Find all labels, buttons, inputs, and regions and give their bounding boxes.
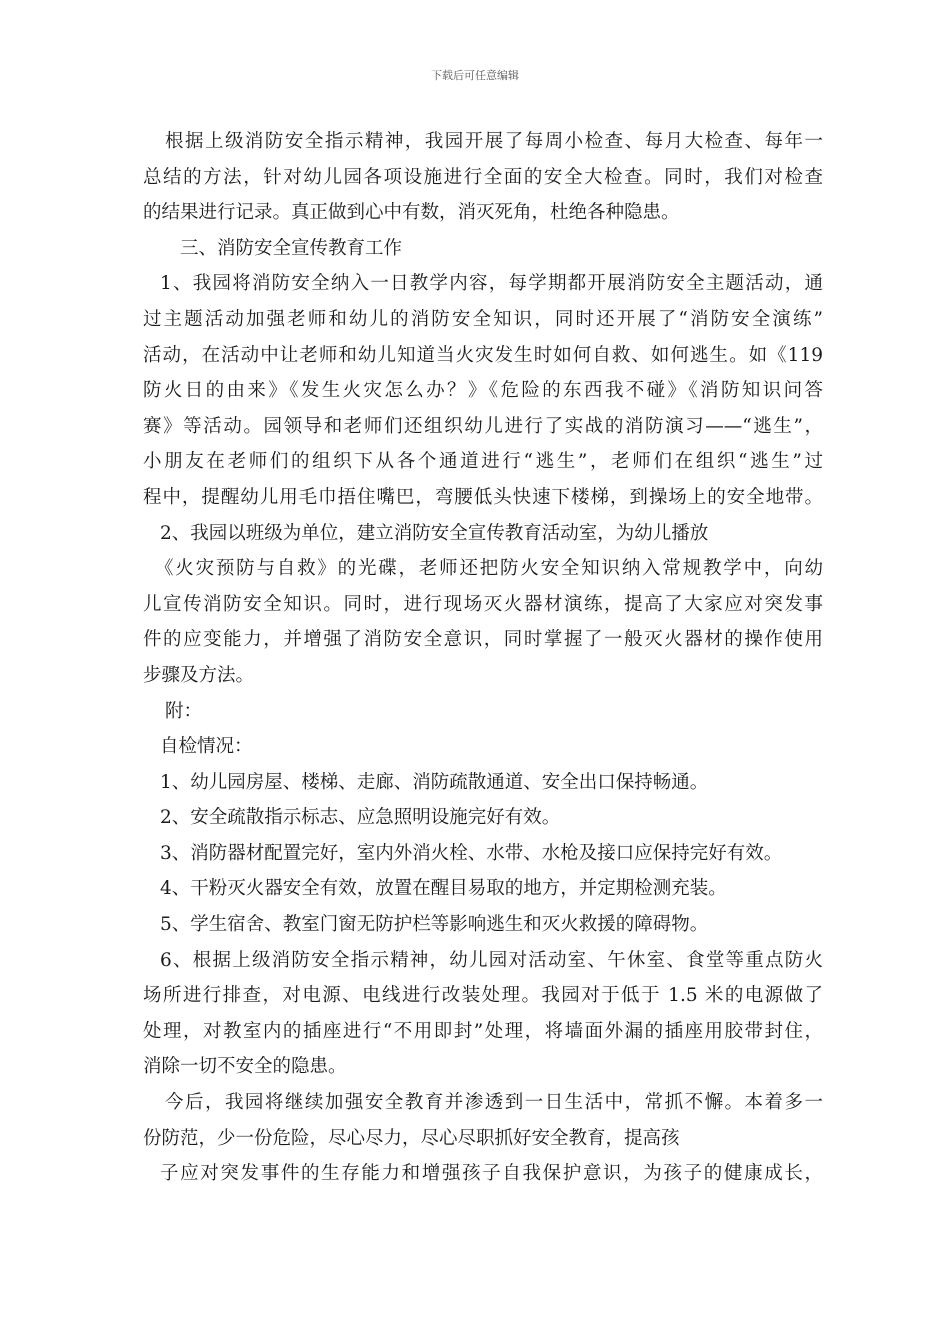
text-line: 防火日的由来》《发生火灾怎么办？》《危险的东西我不碰》《消防知识问答 [143,380,823,402]
text-line: 活动，在活动中让老师和幼儿知道当火灾发生时如何自救、如何逃生。如《119 [143,344,823,366]
text-line: 份防范，少一份危险，尽心尽力，尽心尽职抓好安全教育，提高孩 [143,1127,680,1149]
document-body [143,124,823,1192]
text-line: 步骤及方法。 [143,664,255,686]
text-line: 1、幼儿园房屋、楼梯、走廊、消防疏散通道、安全出口保持畅通。 [160,771,709,793]
text-line: 过主题活动加强老师和幼儿的消防安全知识，同时还开展了“消防安全演练” [143,308,823,330]
text-line: 三、消防安全宣传教育工作 [180,237,403,259]
text-line: 消除一切不安全的隐患。 [143,1056,347,1078]
text-line: 儿宣传消防安全知识。同时，进行现场灭火器材演练，提高了大家应对突发事 [143,593,823,615]
text-line: 总结的方法，针对幼儿园各项设施进行全面的安全大检查。同时，我们对检查 [143,166,823,188]
text-line: 子应对突发事件的生存能力和增强孩子自我保护意识，为孩子的健康成长， [160,1163,823,1185]
text-line: 场所进行排查，对电源、电线进行改装处理。我园对于低于 1.5 米的电源做了 [143,985,823,1007]
text-line: 小朋友在老师们的组织下从各个通道进行“逃生”，老师们在组织“逃生”过 [143,451,823,473]
text-line: 今后，我园将继续加强安全教育并渗透到一日生活中，常抓不懈。本着多一 [165,1092,823,1114]
text-line: 2、我园以班级为单位，建立消防安全宣传教育活动室，为幼儿播放 [160,522,709,544]
text-line: 件的应变能力，并增强了消防安全意识，同时掌握了一般灭火器材的操作使用 [143,629,823,651]
text-line: 《火灾预防与自救》的光碟，老师还把防火安全知识纳入常规教学中，向幼 [155,558,823,580]
text-line: 程中，提醒幼儿用毛巾捂住嘴巴，弯腰低头快速下楼梯，到操场上的安全地带。 [143,486,823,508]
text-line: 6、根据上级消防安全指示精神，幼儿园对活动室、午休室、食堂等重点防火 [160,949,823,971]
text-line: 处理，对教室内的插座进行“不用即封”处理，将墙面外漏的插座用胶带封住， [143,1020,823,1042]
text-line: 5、学生宿舍、教室门窗无防护栏等影响逃生和灭火救援的障碍物。 [160,914,709,936]
text-line: 的结果进行记录。真正做到心中有数，消灭死角，杜绝各种隐患。 [143,202,680,224]
text-line: 附： [165,700,203,722]
text-line: 自检情况： [160,736,253,758]
text-line: 根据上级消防安全指示精神，我园开展了每周小检查、每月大检查、每年一 [165,131,823,152]
text-line: 1、我园将消防安全纳入一日教学内容，每学期都开展消防安全主题活动，通 [160,273,823,295]
text-line: 4、干粉灭火器安全有效，放置在醒目易取的地方，并定期检测充装。 [160,878,727,900]
text-line: 2、安全疏散指示标志、应急照明设施完好有效。 [160,807,561,829]
text-line: 赛》等活动。园领导和老师们还组织幼儿进行了实战的消防演习——“逃生”， [143,415,823,437]
text-line: 3、消防器材配置完好，室内外消火栓、水带、水枪及接口应保持完好有效。 [160,842,783,864]
page-header: 下载后可任意编辑 [431,69,519,82]
